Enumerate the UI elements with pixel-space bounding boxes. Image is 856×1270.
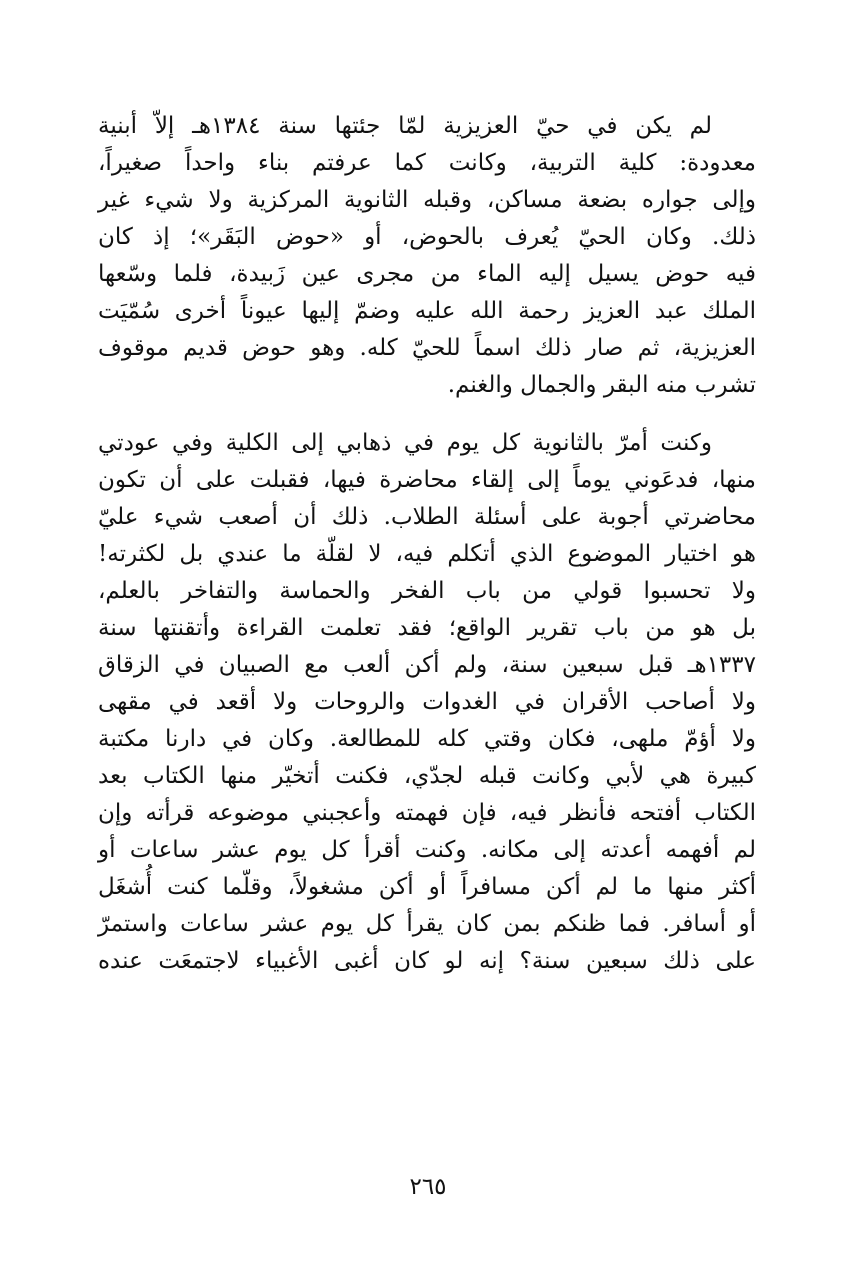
text-line: هو اختيار الموضوع الذي أتكلم فيه، لا لقلّة ما عندي بل لكثرته! (98, 541, 756, 567)
page-body (98, 108, 756, 980)
text-line: الكتاب أفتحه فأنظر فيه، فإن فهمته وأعجبني موضوعه قرأته وإن (98, 800, 756, 826)
text-line: لم أفهمه أعدته إلى مكانه. وكنت أقرأ كل يوم عشر ساعات أو (98, 837, 756, 863)
text-line: معدودة: كلية التربية، وكانت كما عرفتم بناء واحداً صغيراً، (98, 150, 756, 176)
paragraph-2 (98, 425, 756, 980)
text-line: أكثر منها ما لم أكن مسافراً أو أكن مشغولاً، وقلّما كنت أُشغَل (98, 874, 756, 900)
paragraph-1 (98, 108, 756, 404)
text-line: لم يكن في حيّ العزيزية لمّا جئتها سنة ١٣٨٤هـ إلاّ أبنية (98, 113, 713, 139)
text-line: الملك عبد العزيز رحمة الله عليه وضمّ إليها عيوناً أخرى سُمّيَت (98, 298, 756, 324)
text-line: على ذلك سبعين سنة؟ إنه لو كان أغبى الأغبياء لاجتمعَت عنده (98, 948, 756, 974)
page-number: ٢٦٥ (409, 1174, 447, 1200)
text-line: منها، فدعَوني يوماً إلى إلقاء محاضرة فيها، فقبلت على أن تكون (98, 467, 756, 493)
text-line: محاضرتي أجوبة على أسئلة الطلاب. ذلك أن أصعب شيء عليّ (98, 504, 756, 530)
text-line: بل هو من باب تقرير الواقع؛ فقد تعلمت القراءة وأتقنتها سنة (98, 615, 756, 641)
text-line: وكنت أمرّ بالثانوية كل يوم في ذهابي إلى الكلية وفي عودتي (98, 430, 712, 456)
text-line: ولا أصاحب الأقران في الغدوات والروحات ولا أقعد في مقهى (98, 689, 756, 715)
text-line: ولا أؤمّ ملهى، فكان وقتي كله للمطالعة. وكان في دارنا مكتبة (98, 726, 756, 752)
text-line: العزيزية، ثم صار ذلك اسماً للحيّ كله. وهو حوض قديم موقوف (98, 335, 756, 361)
text-line: كبيرة هي لأبي وكانت قبله لجدّي، فكنت أتخيّر منها الكتاب بعد (98, 763, 756, 789)
text-line: فيه حوض يسيل إليه الماء من مجرى عين زَبيدة، فلما وسّعها (98, 261, 756, 287)
text-line: ذلك. وكان الحيّ يُعرف بالحوض، أو «حوض البَقَر»؛ إذ كان (98, 224, 756, 250)
paragraph-gap (98, 404, 756, 425)
text-line: وإلى جواره بضعة مساكن، وقبله الثانوية المركزية ولا شيء غير (98, 187, 756, 213)
text-line: ولا تحسبوا قولي من باب الفخر والحماسة والتفاخر بالعلم، (98, 578, 756, 604)
text-line: أو أسافر. فما ظنكم بمن كان يقرأ كل يوم عشر ساعات واستمرّ (98, 911, 756, 937)
text-line: ١٣٣٧هـ قبل سبعين سنة، ولم أكن ألعب مع الصبيان في الزقاق (98, 652, 756, 678)
text-line: تشرب منه البقر والجمال والغنم. (447, 372, 756, 398)
